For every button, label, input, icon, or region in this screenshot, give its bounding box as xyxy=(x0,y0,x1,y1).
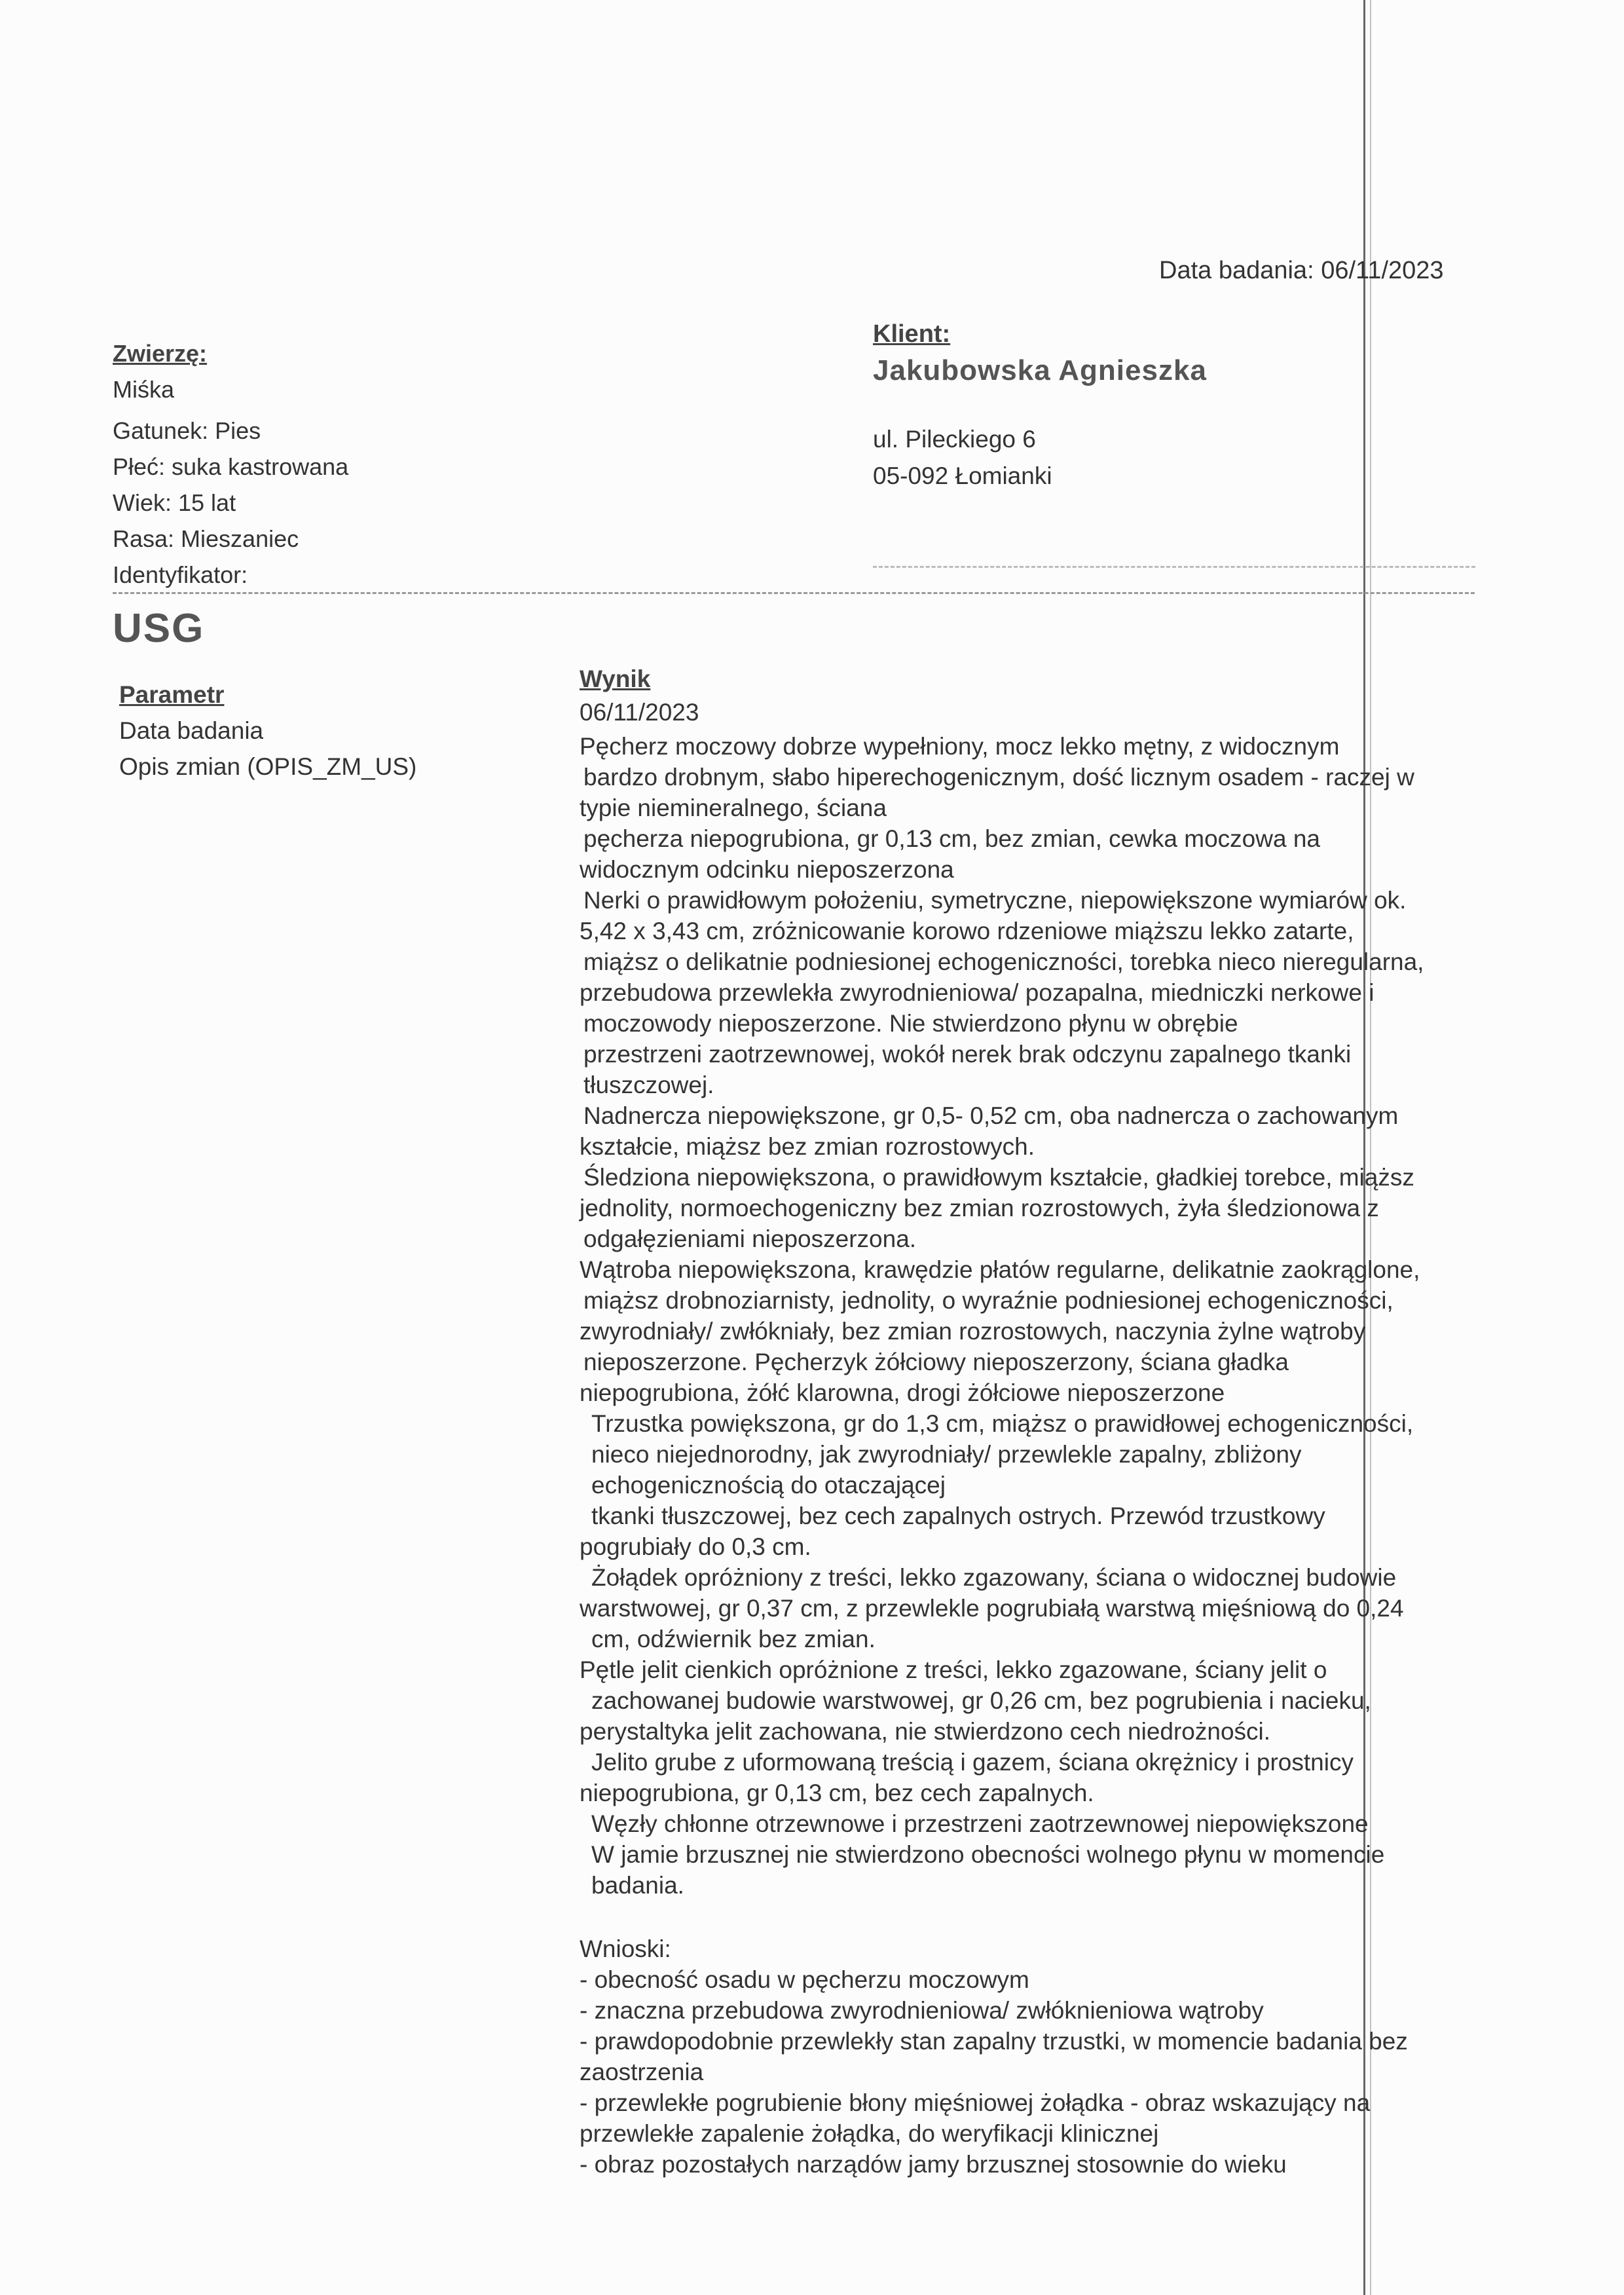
exam-date-label: Data badania: xyxy=(1159,257,1314,284)
result-heading: Wynik xyxy=(580,665,651,692)
result-line: 5,42 x 3,43 cm, zróżnicowanie korowo rdzeniowe miąższu lekko zatarte, xyxy=(580,918,1354,944)
result-line: niepogrubiona, gr 0,13 cm, bez cech zapalnych. xyxy=(580,1780,1094,1806)
result-line: Pęcherz moczowy dobrze wypełniony, mocz lekko mętny, z widocznym xyxy=(580,733,1340,760)
result-line: miąższ o delikatnie podniesionej echogeniczności, torebka nieco nieregularna, xyxy=(583,948,1424,975)
result-column xyxy=(580,663,1542,2180)
result-line: miąższ drobnoziarnisty, jednolity, o wyraźnie podniesionej echogeniczności, xyxy=(583,1287,1393,1314)
result-line: tkanki tłuszczowej, bez cech zapalnych ostrych. Przewód trzustkowy xyxy=(591,1502,1325,1529)
client-address xyxy=(873,421,1207,494)
result-line: kształcie, miąższ bez zmian rozrostowych. xyxy=(580,1133,1035,1160)
result-line: widocznym odcinku nieposzerzona xyxy=(580,856,954,883)
result-line: Jelito grube z uformowaną treścią i gazem, ściana okrężnicy i prostnicy xyxy=(591,1749,1354,1776)
result-line: nieco niejednorodny, jak zwyrodniały/ przewlekle zapalny, zbliżony xyxy=(591,1441,1302,1468)
result-line: niepogrubiona, żółć klarowna, drogi żółciowe nieposzerzone xyxy=(580,1379,1225,1406)
conclusions-heading: Wnioski: xyxy=(580,1935,671,1962)
animal-breed: Rasa: Mieszaniec xyxy=(113,525,299,552)
animal-identifier: Identyfikator: xyxy=(113,561,248,588)
exam-title: USG xyxy=(113,606,205,651)
parameter-column xyxy=(119,677,416,785)
result-date: 06/11/2023 xyxy=(580,699,699,726)
client-street: ul. Pileckiego 6 xyxy=(873,426,1036,453)
result-line: zwyrodniały/ zwłókniały, bez zmian rozrostowych, naczynia żylne wątroby xyxy=(580,1318,1366,1345)
result-description xyxy=(580,731,1542,1901)
animal-species: Gatunek: Pies xyxy=(113,417,261,444)
result-line: Nadnercza niepowiększone, gr 0,5- 0,52 cm, oba nadnercza o zachowanym xyxy=(583,1102,1399,1129)
result-line: typie niemineralnego, ściana xyxy=(580,794,887,821)
param-heading: Parametr xyxy=(119,681,225,708)
animal-sex: Płeć: suka kastrowana xyxy=(113,453,349,480)
result-line: jednolity, normoechogeniczny bez zmian rozrostowych, żyła śledzionowa z xyxy=(580,1195,1379,1222)
conclusion-item: - obecność osadu w pęcherzu moczowym xyxy=(580,1966,1029,1993)
separator-line xyxy=(113,592,1475,594)
animal-name: Miśka xyxy=(113,376,175,403)
conclusion-item: - znaczna przebudowa zwyrodnieniowa/ zwłóknieniowa wątroby xyxy=(580,1997,1264,2024)
result-line: przestrzeni zaotrzewnowej, wokół nerek brak odczynu zapalnego tkanki xyxy=(583,1041,1352,1068)
result-line: Śledziona niepowiększona, o prawidłowym kształcie, gładkiej torebce, miąższ xyxy=(583,1164,1414,1191)
conclusion-item: - obraz pozostałych narządów jamy brzusznej stosownie do wieku xyxy=(580,2151,1287,2178)
conclusion-item: - prawdopodobnie przewlekły stan zapalny trzustki, w momencie badania bez xyxy=(580,2028,1408,2055)
result-line: Wątroba niepowiększona, krawędzie płatów regularne, delikatnie zaokrąglone, xyxy=(580,1256,1420,1283)
result-line: odgałęzieniami nieposzerzona. xyxy=(583,1225,917,1252)
animal-info xyxy=(113,335,348,593)
result-line: cm, odźwiernik bez zmian. xyxy=(591,1626,876,1652)
param-exam-date: Data badania xyxy=(119,717,264,744)
result-line: Węzły chłonne otrzewnowe i przestrzeni zaotrzewnowej niepowiększone xyxy=(591,1810,1369,1837)
client-heading: Klient: xyxy=(873,320,951,348)
result-line: perystaltyka jelit zachowana, nie stwierdzono cech niedrożności. xyxy=(580,1718,1271,1745)
result-line: Pętle jelit cienkich opróżnione z treści, lekko zgazowane, ściany jelit o xyxy=(580,1656,1327,1683)
result-line: nieposzerzone. Pęcherzyk żółciowy nieposzerzony, ściana gładka xyxy=(583,1349,1289,1375)
result-line: przebudowa przewlekła zwyrodnieniowa/ pozapalna, miedniczki nerkowe i xyxy=(580,979,1375,1006)
exam-date-header xyxy=(1159,255,1444,286)
result-line: pęcherza niepogrubiona, gr 0,13 cm, bez zmian, cewka moczowa na xyxy=(583,825,1320,852)
client-city: 05-092 Łomianki xyxy=(873,462,1052,489)
result-line: Nerki o prawidłowym położeniu, symetryczne, niepowiększone wymiarów ok. xyxy=(583,887,1407,914)
result-line: W jamie brzusznej nie stwierdzono obecności wolnego płynu w momencie xyxy=(591,1841,1385,1868)
result-line: echogenicznością do otaczającej xyxy=(591,1472,946,1499)
result-line: Żołądek opróżniony z treści, lekko zgazowany, ściana o widocznej budowie xyxy=(591,1564,1397,1591)
result-line: pogrubiały do 0,3 cm. xyxy=(580,1533,811,1560)
conclusion-item: zaostrzenia xyxy=(580,2059,704,2085)
result-line: bardzo drobnym, słabo hiperechogenicznym, dość licznym osadem - raczej w xyxy=(583,764,1414,791)
result-line: badania. xyxy=(591,1872,684,1899)
conclusion-item: - przewlekłe pogrubienie błony mięśniowej żołądka - obraz wskazujący na xyxy=(580,2089,1371,2116)
param-description: Opis zmian (OPIS_ZM_US) xyxy=(119,753,417,780)
result-line: moczowody nieposzerzone. Nie stwierdzono płynu w obrębie xyxy=(583,1010,1238,1037)
conclusion-list xyxy=(580,1964,1542,2180)
exam-date-value: 06/11/2023 xyxy=(1321,257,1444,284)
result-line: warstwowej, gr 0,37 cm, z przewlekle pogrubiałą warstwą mięśniową do 0,24 xyxy=(580,1595,1404,1622)
client-name: Jakubowska Agnieszka xyxy=(873,354,1207,386)
result-line: tłuszczowej. xyxy=(583,1072,714,1098)
result-line: zachowanej budowie warstwowej, gr 0,26 cm, bez pogrubienia i nacieku, xyxy=(591,1687,1371,1714)
animal-age: Wiek: 15 lat xyxy=(113,489,236,516)
separator-line-upper xyxy=(873,566,1475,568)
conclusion-item: przewlekłe zapalenie żołądka, do weryfikacji klinicznej xyxy=(580,2120,1159,2147)
animal-heading: Zwierzę: xyxy=(113,340,208,367)
result-line: Trzustka powiększona, gr do 1,3 cm, miąższ o prawidłowej echogeniczności, xyxy=(591,1410,1414,1437)
conclusions xyxy=(580,1933,1542,2180)
client-info xyxy=(873,319,1207,494)
